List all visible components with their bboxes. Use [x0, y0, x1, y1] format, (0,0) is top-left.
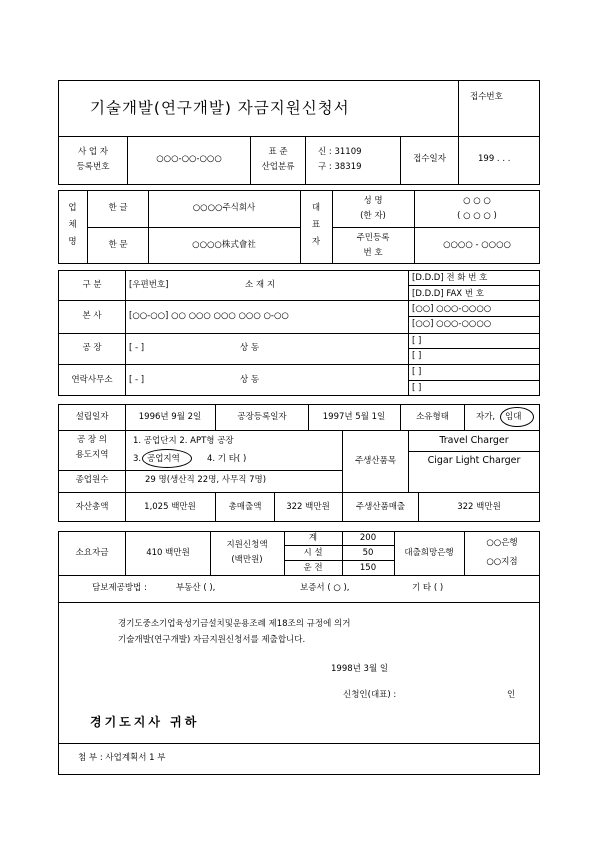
- rep-name-label: 성 명: [363, 196, 383, 206]
- hanja-name-label: 한 문: [108, 240, 128, 250]
- receipt-date-value: 199 . . .: [478, 154, 511, 164]
- divider: [408, 348, 540, 349]
- divider: [274, 492, 275, 522]
- location-col-header: [우편번호]: [129, 280, 169, 290]
- main-product-value: Travel Charger: [439, 435, 509, 446]
- company-side-label: 명: [68, 237, 77, 247]
- divider: [400, 404, 401, 430]
- divider: [305, 136, 306, 185]
- factory-label: 공 장: [82, 343, 102, 353]
- location-col-header: [D.D.D] FAX 번 호: [412, 289, 484, 299]
- hq-label: 본 사: [82, 311, 102, 321]
- applied-facility-label: 시 설: [303, 548, 323, 558]
- liaison-dong: 상 동: [240, 375, 260, 385]
- required-fund-value: 410 백만원: [146, 548, 190, 558]
- factory-zip: [ - ]: [129, 343, 145, 353]
- std-industry-new: 신 : 31109: [318, 147, 362, 157]
- zoning-option: 4. 기 타( ): [207, 454, 247, 464]
- total-sales-label: 총매출액: [228, 502, 262, 512]
- biz-reg-value: ○○○-○○-○○○: [156, 154, 222, 164]
- divider: [58, 492, 540, 493]
- ownership-option-lease: 임대: [505, 412, 522, 422]
- required-fund-label: 소요자금: [75, 548, 109, 558]
- representative-side-label: 표: [311, 220, 321, 230]
- ownership-label: 소유형태: [416, 412, 449, 422]
- page-title: 기술개발(연구개발) 자금지원신청서: [90, 99, 350, 117]
- main-product-sales-value: 322 백만원: [457, 502, 501, 512]
- rep-name-label: (한 자): [360, 211, 386, 221]
- collateral-other: 기 타 ( ): [412, 583, 444, 593]
- receipt-number-label: 접수번호: [470, 92, 503, 102]
- main-product-label: 주생산품목: [354, 456, 397, 466]
- divider: [408, 430, 409, 492]
- liaison-fax: [ ]: [412, 383, 422, 393]
- divider: [58, 575, 540, 576]
- divider: [332, 227, 540, 228]
- divider: [58, 470, 342, 471]
- ownership-option-own: 자가,: [476, 412, 496, 422]
- divider: [408, 380, 540, 381]
- collateral-guarantee: 보증서 ( ○ ),: [300, 583, 350, 593]
- divider: [408, 451, 540, 452]
- representative-side-label: 자: [311, 237, 321, 247]
- est-date-label: 설립일자: [75, 412, 109, 422]
- divider: [408, 285, 540, 286]
- applied-total-label: 계: [308, 533, 318, 543]
- representative-side-label: 대: [311, 203, 321, 213]
- applied-amount-label: (백만원): [231, 555, 263, 565]
- addressee: 경기도지사 귀하: [90, 715, 200, 729]
- main-product-value: Cigar Light Charger: [427, 455, 521, 466]
- location-col-header: 소 재 지: [245, 280, 276, 290]
- hq-address: [○○-○○] ○○ ○○○ ○○○ ○○○ ○-○○: [129, 311, 289, 321]
- divider: [215, 492, 216, 522]
- company-side-label: 업: [68, 203, 77, 213]
- zoning-option-selected: 공업지역: [147, 454, 180, 464]
- collateral-label: 담보제공방법 :: [92, 583, 147, 593]
- divider: [58, 602, 540, 603]
- applied-total-value: 200: [359, 533, 377, 543]
- divider: [418, 492, 419, 522]
- divider: [308, 404, 309, 430]
- divider: [58, 136, 540, 137]
- employees-value: 29 명(생산직 22명, 사무직 7명): [145, 475, 267, 485]
- liaison-phone: [ ]: [412, 367, 422, 377]
- divider: [400, 136, 401, 185]
- applied-facility-value: 50: [362, 548, 374, 558]
- std-industry-label: 산업분류: [261, 162, 295, 172]
- std-industry-old: 구 : 38319: [318, 162, 362, 172]
- loan-branch-value: ○○지점: [486, 557, 518, 567]
- declaration-line: 경기도중소기업육성기금설치및운용조례 제18조의 규정에 의거: [118, 619, 351, 629]
- zoning-label: 공 장 의: [76, 435, 108, 445]
- factory-fax: [ ]: [412, 351, 422, 361]
- factory-reg-date-value: 1997년 5월 1일: [322, 412, 386, 422]
- divider: [284, 560, 394, 561]
- divider: [408, 316, 540, 317]
- divider: [58, 333, 540, 334]
- main-product-sales-label: 주생산품매출: [355, 502, 406, 512]
- selected-circle-mark: [500, 407, 534, 427]
- rrn-label: 번 호: [363, 248, 383, 258]
- location-col-header: [D.D.D] 전 화 번 호: [412, 273, 488, 283]
- rrn-value: ○○○○ - ○○○○: [443, 240, 511, 250]
- hanja-name-value: ○○○○株式會社: [192, 240, 256, 250]
- biz-reg-label: 등록번호: [76, 162, 110, 172]
- divider: [58, 364, 540, 365]
- divider: [464, 531, 465, 575]
- collateral-real-estate: 부동산 ( ),: [176, 583, 216, 593]
- divider: [125, 404, 126, 522]
- divider: [342, 430, 343, 492]
- divider: [250, 136, 251, 185]
- rep-name-value: ○ ○ ○: [463, 196, 491, 206]
- receipt-date-label: 접수일자: [413, 154, 446, 164]
- company-side-label: 체: [68, 220, 77, 230]
- total-assets-label: 자산총액: [75, 502, 109, 512]
- location-col-header: 구 분: [82, 280, 102, 290]
- applied-operating-label: 운 전: [303, 563, 323, 573]
- applied-operating-value: 150: [359, 563, 377, 573]
- rep-name-hanja-value: ( ○ ○ ○ ): [457, 211, 497, 221]
- rrn-label: 주민등록: [356, 233, 390, 243]
- divider: [464, 404, 465, 430]
- divider: [342, 531, 343, 575]
- liaison-zip: [ - ]: [129, 375, 145, 385]
- hq-fax: [○○] ○○○-○○○○: [412, 319, 492, 329]
- divider: [284, 545, 394, 546]
- korean-name-label: 한 글: [108, 203, 128, 213]
- divider: [394, 531, 395, 575]
- korean-name-value: ○○○○주식회사: [192, 203, 256, 213]
- zoning-option: 1. 공업단지 2. APT형 공장: [133, 436, 234, 446]
- factory-dong: 상 동: [240, 343, 260, 353]
- divider: [210, 531, 211, 575]
- biz-reg-label: 사 업 자: [77, 147, 109, 157]
- selected-circle-mark: [142, 449, 192, 468]
- divider: [87, 227, 300, 228]
- hq-phone: [○○] ○○○-○○○○: [412, 304, 492, 314]
- factory-reg-date-label: 공장등록일자: [237, 412, 287, 422]
- divider: [215, 404, 216, 430]
- factory-phone: [ ]: [412, 336, 422, 346]
- divider: [342, 492, 343, 522]
- std-industry-label: 표 준: [268, 147, 288, 157]
- liaison-office-label: 연락사무소: [71, 375, 113, 385]
- declaration-date: 1998년 3월 일: [331, 664, 389, 674]
- divider: [125, 531, 126, 575]
- applicant-label: 신청인(대표) :: [343, 690, 397, 700]
- declaration-line: 기술개발(연구개발) 자금지원신청서를 제출합니다.: [118, 635, 306, 645]
- zoning-label: 용도지역: [75, 450, 109, 460]
- total-assets-value: 1,025 백만원: [144, 502, 196, 512]
- loan-bank-label: 대출희망은행: [404, 548, 454, 558]
- divider: [458, 136, 459, 185]
- divider: [58, 743, 540, 744]
- est-date-value: 1996년 9월 2일: [138, 412, 202, 422]
- divider: [458, 80, 459, 136]
- seal-mark: 인: [507, 690, 516, 700]
- attachment-note: 첨 부 : 사업계획서 1 부: [78, 753, 166, 763]
- employees-label: 종업원수: [75, 475, 109, 485]
- total-sales-value: 322 백만원: [286, 502, 330, 512]
- applied-amount-label: 지원신청액: [226, 540, 268, 550]
- loan-bank-value: ○○은행: [486, 538, 518, 548]
- divider: [127, 136, 128, 185]
- divider: [58, 430, 540, 431]
- divider: [284, 531, 285, 575]
- zoning-option: 3.: [133, 454, 142, 464]
- divider: [58, 300, 540, 301]
